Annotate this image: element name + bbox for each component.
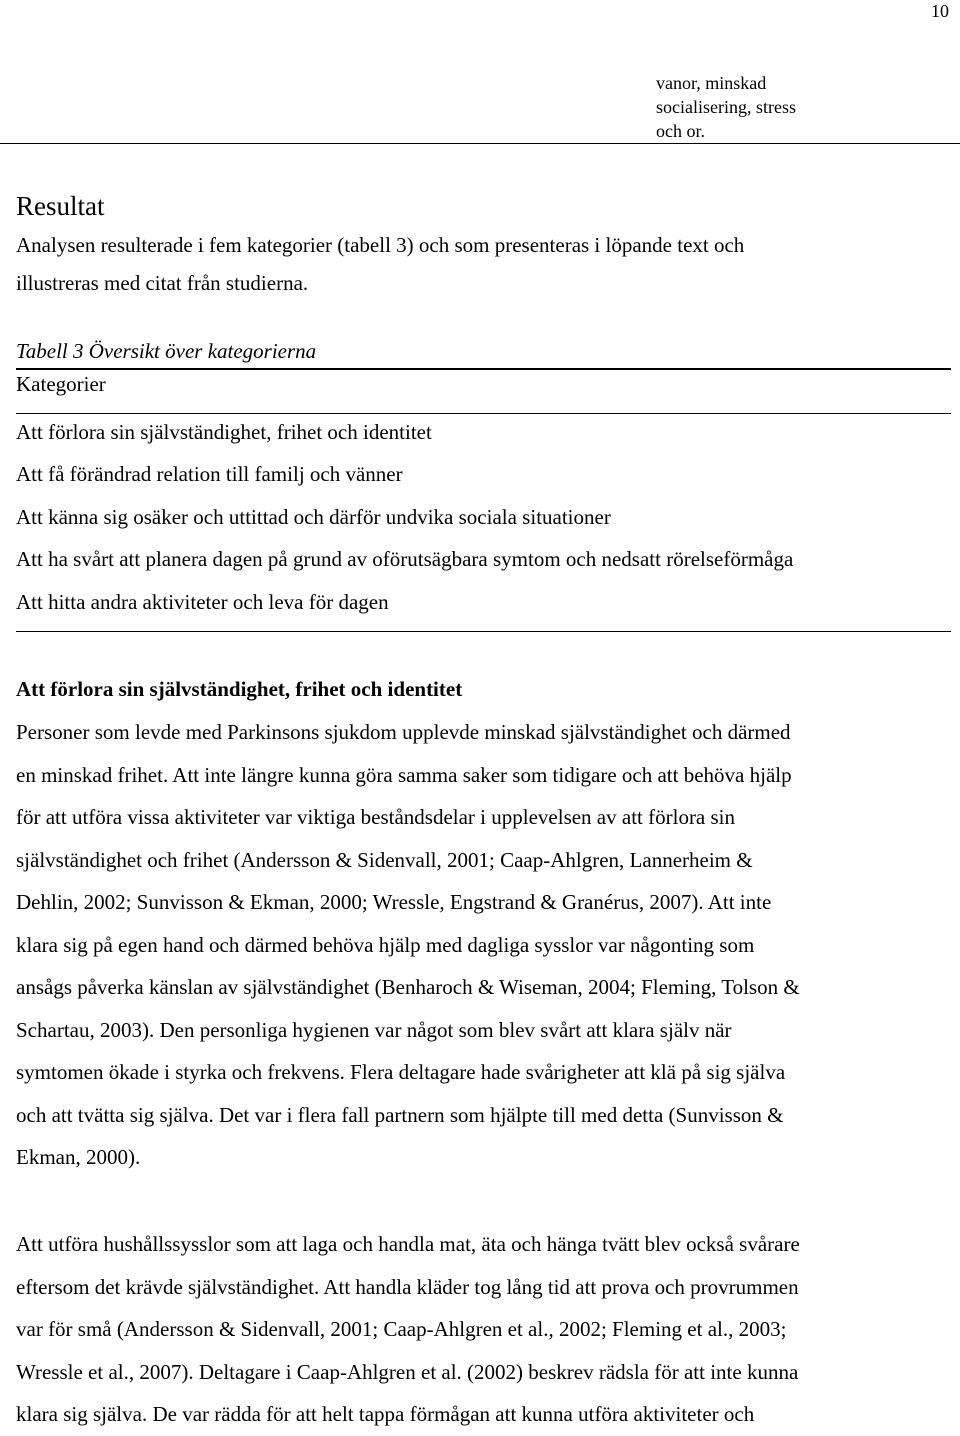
table-continuation-line: och or. xyxy=(656,121,705,141)
table-column-header: Kategorier xyxy=(16,372,106,396)
intro-paragraph xyxy=(16,226,744,302)
table-caption: Tabell 3 Översikt över kategorierna xyxy=(16,339,317,363)
body-paragraph-2 xyxy=(16,1223,951,1436)
table-top-rule xyxy=(16,368,951,370)
table-header-rule xyxy=(16,413,951,414)
paragraph-line: Wressle et al., 2007). Deltagare i Caap-Ahlgren et al. (2002) beskrev rädsla för att inte kunna xyxy=(16,1359,799,1384)
subsection-heading: Att förlora sin självständighet, frihet och identitet xyxy=(16,677,463,701)
paragraph-line: klara sig på egen hand och därmed behöva hjälp med dagliga sysslor var någonting som xyxy=(16,932,755,957)
paragraph-line: Dehlin, 2002; Sunvisson & Ekman, 2000; Wressle, Engstrand & Granérus, 2007). Att inte xyxy=(16,890,772,914)
page-number: 10 xyxy=(931,1,949,21)
table-row-category: Att känna sig osäker och uttittad och därför undvika sociala situationer xyxy=(16,505,611,529)
paragraph-line: Personer som levde med Parkinsons sjukdom upplevde minskad självständighet och därmed xyxy=(16,720,791,744)
table-end-rule xyxy=(16,631,951,632)
paragraph-line: symtomen ökade i styrka och frekvens. Flera deltagare hade svårigheter att klä på sig själva xyxy=(16,1060,786,1084)
table-bottom-rule xyxy=(0,143,960,144)
table-row-category: Att få förändrad relation till familj och vänner xyxy=(16,462,403,486)
paragraph-line: Att utföra hushållssysslor som att laga och handla mat, äta och hänga tvätt blev också svårare xyxy=(16,1232,800,1256)
paragraph-line: Schartau, 2003). Den personliga hygienen var något som blev svårt att klara själv när xyxy=(16,1017,732,1042)
paragraph-line: klara sig själva. De var rädda för att helt tappa förmågan att kunna utföra aktiviteter och xyxy=(16,1402,755,1426)
paragraph-line: för att utföra vissa aktiviteter var viktiga beståndsdelar i upplevelsen av att förlora sin xyxy=(16,805,736,829)
table-row-category: Att förlora sin självständighet, frihet och identitet xyxy=(16,420,432,444)
table-continuation-line: vanor, minskad xyxy=(656,73,767,93)
section-heading: Resultat xyxy=(16,191,105,221)
paragraph-line: eftersom det krävde självständighet. Att handla kläder tog lång tid att prova och provrummen xyxy=(16,1274,799,1299)
body-paragraph-1 xyxy=(16,711,951,1179)
table-continuation-cell xyxy=(656,71,946,143)
intro-line: Analysen resulterade i fem kategorier (tabell 3) och som presenteras i löpande text och xyxy=(16,233,745,257)
paragraph-line: en minskad frihet. Att inte längre kunna göra samma saker som tidigare och att behöva hjälp xyxy=(16,762,792,787)
table-continuation-line: socialisering, stress xyxy=(656,97,796,117)
intro-line: illustreras med citat från studierna. xyxy=(16,271,309,295)
paragraph-line: självständighet och frihet (Andersson & Sidenvall, 2001; Caap-Ahlgren, Lannerheim & xyxy=(16,847,753,872)
paragraph-line: Ekman, 2000). xyxy=(16,1145,141,1169)
paragraph-line: ansågs påverka känslan av självständighet (Benharoch & Wiseman, 2004; Fleming, Tolson & xyxy=(16,975,800,999)
table-row-category: Att hitta andra aktiviteter och leva för dagen xyxy=(16,590,389,614)
paragraph-line: var för små (Andersson & Sidenvall, 2001; Caap-Ahlgren et al., 2002; Fleming et al., 2003; xyxy=(16,1317,787,1341)
paragraph-line: och att tvätta sig själva. Det var i flera fall partnern som hjälpte till med detta (Sunvisson & xyxy=(16,1102,784,1127)
table-row-category: Att ha svårt att planera dagen på grund av oförutsägbara symtom och nedsatt rörelseförmåga xyxy=(16,547,794,571)
